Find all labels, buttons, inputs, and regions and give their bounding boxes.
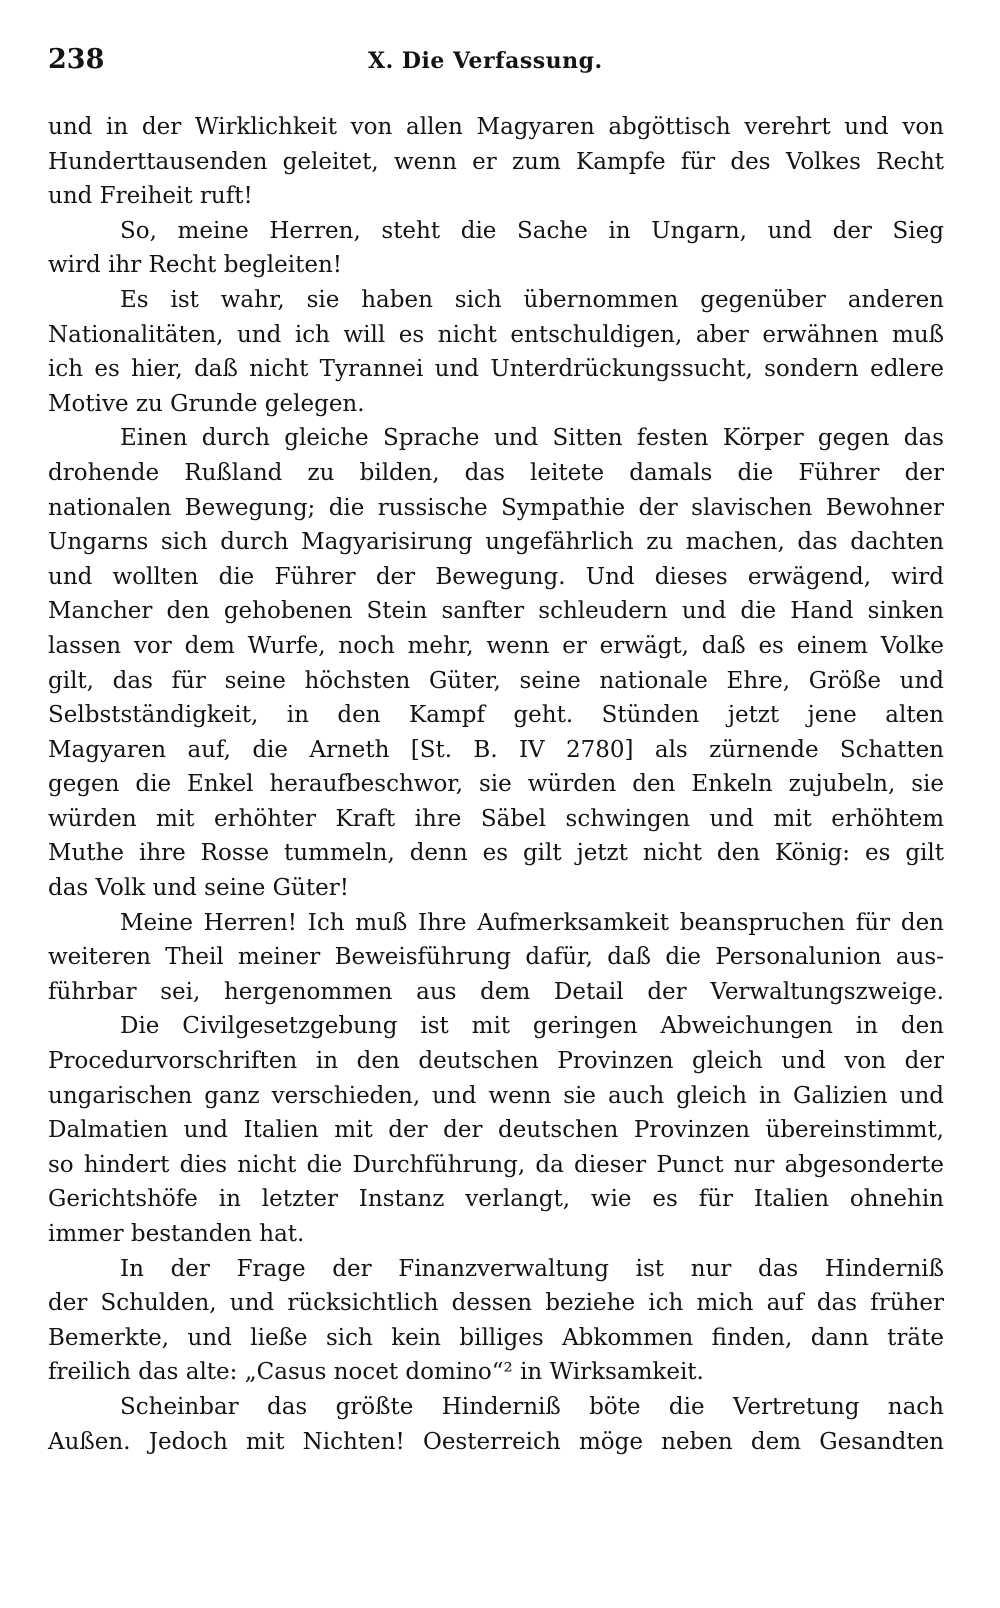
text-line: Motive zu Grunde gelegen.: [48, 390, 365, 417]
text-line: Die Civilgesetzgebung ist mit geringen Abweichungen in den: [120, 1013, 944, 1040]
text-line: lassen vor dem Wurfe, noch mehr, wenn er erwägt, daß es einem Volke: [48, 632, 944, 659]
text-line: In der Frage der Finanzverwaltung ist nur das Hinderniß: [120, 1255, 944, 1282]
text-line: wird ihr Recht begleiten!: [48, 252, 343, 279]
page-number: 238: [48, 44, 105, 75]
text-line: gegen die Enkel heraufbeschwor, sie würden den Enkeln zujubeln, sie: [48, 771, 944, 798]
text-line: freilich das alte: „Casus nocet domino“² in Wirksamkeit.: [48, 1359, 704, 1386]
running-head: [48, 40, 944, 88]
text-line: Ungarns sich durch Magyarisirung ungefährlich zu machen, das dachten: [48, 529, 944, 556]
text-line: weiteren Theil meiner Beweisführung dafür, daß die Personalunion aus-: [48, 944, 944, 971]
text-line: Bemerkte, und ließe sich kein billiges Abkommen finden, dann träte: [48, 1324, 944, 1351]
text-line: Muthe ihre Rosse tummeln, denn es gilt jetzt nicht den König: es gilt: [48, 840, 944, 867]
text-line: und Freiheit ruft!: [48, 183, 253, 210]
text-line: immer bestanden hat.: [48, 1221, 305, 1247]
text-line: Mancher den gehobenen Stein sanfter schleudern und die Hand sinken: [48, 598, 944, 625]
text-line: Magyaren auf, die Arneth [St. B. IV 2780] als zürnende Schatten: [48, 736, 944, 763]
text-line: Hunderttausenden geleitet, wenn er zum Kampfe für des Volkes Recht: [48, 148, 944, 175]
text-line: das Volk und seine Güter!: [48, 875, 349, 902]
text-line: Meine Herren! Ich muß Ihre Aufmerksamkeit beanspruchen für den: [120, 909, 944, 936]
text-line: Dalmatien und Italien mit der der deutschen Provinzen übereinstimmt,: [48, 1117, 944, 1144]
book-page: [48, 40, 944, 1459]
text-line: und in der Wirklichkeit von allen Magyaren abgöttisch verehrt und von: [48, 114, 944, 140]
text-line: und wollten die Führer der Bewegung. Und dieses erwägend, wird: [48, 563, 944, 590]
text-line: der Schulden, und rücksichtlich dessen beziehe ich mich auf das früher: [48, 1290, 944, 1317]
text-line: drohende Rußland zu bilden, das leitete damals die Führer der: [48, 459, 944, 486]
text-line: ungarischen ganz verschieden, und wenn sie auch gleich in Galizien und: [48, 1082, 944, 1109]
text-line: Einen durch gleiche Sprache und Sitten festen Körper gegen das: [120, 425, 944, 452]
text-line: Scheinbar das größte Hinderniß böte die Vertretung nach: [120, 1393, 944, 1420]
text-line: Procedurvorschriften in den deutschen Provinzen gleich und von der: [48, 1048, 944, 1075]
text-line: nationalen Bewegung; die russische Sympathie der slavischen Bewohner: [48, 494, 944, 521]
text-line: Außen. Jedoch mit Nichten! Oesterreich möge neben dem Gesandten: [48, 1428, 944, 1455]
body-text: [48, 110, 944, 1459]
text-line: Selbstständigkeit, in den Kampf geht. Stünden jetzt jene alten: [48, 702, 944, 729]
text-line: So, meine Herren, steht die Sache in Ungarn, und der Sieg: [120, 217, 944, 244]
text-line: Gerichtshöfe in letzter Instanz verlangt, wie es für Italien ohnehin: [48, 1186, 944, 1213]
text-line: Nationalitäten, und ich will es nicht entschuldigen, aber erwähnen muß: [48, 321, 944, 348]
text-line: gilt, das für seine höchsten Güter, seine nationale Ehre, Größe und: [48, 667, 944, 694]
chapter-title: X. Die Verfassung.: [368, 48, 603, 74]
text-line: führbar sei, hergenommen aus dem Detail der Verwaltungszweige.: [48, 978, 944, 1005]
text-line: Es ist wahr, sie haben sich übernommen gegenüber anderen: [120, 286, 944, 313]
text-line: würden mit erhöhter Kraft ihre Säbel schwingen und mit erhöhtem: [48, 805, 944, 832]
text-line: ich es hier, daß nicht Tyrannei und Unterdrückungssucht, sondern edlere: [48, 356, 944, 383]
text-line: so hindert dies nicht die Durchführung, da dieser Punct nur abgesonderte: [48, 1151, 944, 1178]
